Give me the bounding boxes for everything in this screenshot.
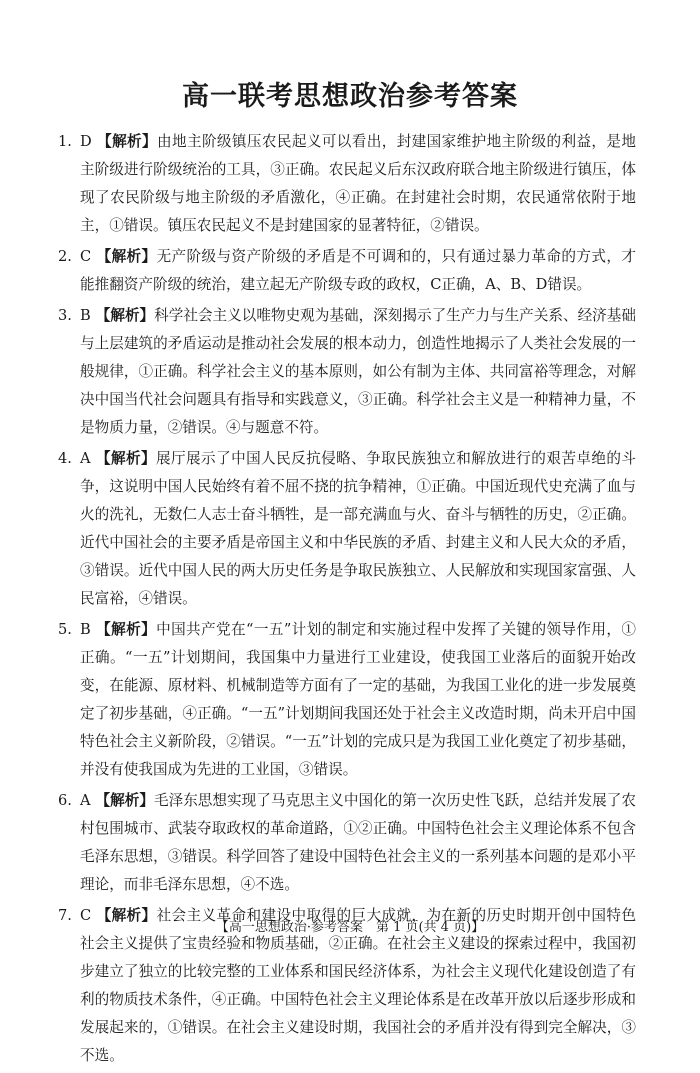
item-number: 6. [58,792,72,809]
item-answer: A [80,450,91,467]
item-paragraph [80,243,636,299]
item-number: 5. [58,621,72,638]
answer-item [58,128,636,240]
item-answer: C [80,248,92,265]
analysis-tag: 【解析】 [96,907,157,924]
item-paragraph [80,445,636,613]
item-answer: B [80,621,91,638]
answer-item [58,302,636,442]
item-text: 科学社会主义以唯物史观为基础，深刻揭示了生产力与生产关系、经济基础与上层建筑的矛盾运动是推动社会发展的根本动力，创造性地揭示了人类社会发展的一般规律，①正确。科学社会主义的基本原则，如公有制为主体、共同富裕等理念，对解决中国当代社会问题具有指导和实践意义，③正确。科学社会主义是一种精神力量，不是物质力量，②错误。④与题意不符。 [80,307,636,436]
item-text: 无产阶级与资产阶级的矛盾是不可调和的，只有通过暴力革命的方式，才能推翻资产阶级的统治，建立起无产阶级专政的政权，C正确，A、B、D错误。 [80,248,636,293]
item-text: 由地主阶级镇压农民起义可以看出，封建国家维护地主阶级的利益，是地主阶级进行阶级统治的工具，③正确。农民起义后东汉政府联合地主阶级进行镇压，体现了农民阶级与地主阶级的矛盾激化，④正确。在封建社会时期，农民通常依附于地主，①错误。镇压农民起义不是封建国家的显著特征，②错误。 [80,133,636,234]
item-number: 4. [58,450,72,467]
page-footer: 【高一思想政治·参考答案 第 1 页(共 4 页)】 [215,920,485,935]
item-number: 1. [58,133,72,150]
item-number: 2. [58,248,72,265]
answer-item [58,787,636,899]
page-title: 高一联考思想政治参考答案 [182,81,518,112]
analysis-tag: 【解析】 [96,133,158,150]
answer-item [58,445,636,613]
item-paragraph [80,302,636,442]
item-answer: B [80,307,91,324]
item-text: 毛泽东思想实现了马克思主义中国化的第一次历史性飞跃，总结并发展了农村包围城市、武装夺取政权的革命道路，①②正确。中国特色社会主义理论体系不包含毛泽东思想，③错误。科学回答了建设中国特色社会主义的一系列基本问题的是邓小平理论，而非毛泽东思想，④不选。 [80,792,636,893]
analysis-tag: 【解析】 [95,450,157,467]
item-text: 社会主义革命和建设中取得的巨大成就，为在新的历史时期开创中国特色社会主义提供了宝贵经验和物质基础，②正确。在社会主义建设的探索过程中，我国初步建立了独立的比较完整的工业体系和国民经济体系，为社会主义现代化建设创造了有利的物质技术条件，④正确。中国特色社会主义理论体系是在改革开放以后逐步形成和发展起来的，①错误。在社会主义建设时期，我国社会的矛盾并没有得到完全解决，③不选。 [80,907,636,1064]
analysis-tag: 【解析】 [95,792,154,809]
item-number: 3. [58,307,72,324]
item-text: 中国共产党在“一五”计划的制定和实施过程中发挥了关键的领导作用，①正确。“一五”计划期间，我国集中力量进行工业建设，使我国工业落后的面貌开始改变，在能源、原材料、机械制造等方面有了一定的基础，为我国工业化的进一步发展奠定了初步基础，④正确。“一五”计划期间我国还处于社会主义改造时期，尚未开启中国特色社会主义新阶段，②错误。“一五”计划的完成只是为我国工业化奠定了初步基础，并没有使我国成为先进的工业国，③错误。 [80,621,636,778]
item-paragraph [80,787,636,899]
item-answer: D [80,133,92,150]
analysis-tag: 【解析】 [95,621,157,638]
item-number: 7. [58,907,72,924]
item-paragraph [80,128,636,240]
analysis-tag: 【解析】 [96,248,157,265]
analysis-tag: 【解析】 [95,307,155,324]
answer-item [58,243,636,299]
item-paragraph [80,616,636,784]
item-answer: C [80,907,92,924]
item-text: 展厅展示了中国人民反抗侵略、争取民族独立和解放进行的艰苦卓绝的斗争，这说明中国人民始终有着不屈不挠的抗争精神，①正确。中国近现代史充满了血与火的洗礼，无数仁人志士奋斗牺牲，是一部充满血与火、奋斗与牺牲的历史，②正确。近代中国社会的主要矛盾是帝国主义和中华民族的矛盾、封建主义和人民大众的矛盾，③错误。近代中国人民的两大历史任务是争取民族独立、人民解放和实现国家富强、人民富裕，④错误。 [80,450,636,607]
answer-item [58,616,636,784]
corner-mark: _ [626,926,631,937]
item-answer: A [80,792,91,809]
